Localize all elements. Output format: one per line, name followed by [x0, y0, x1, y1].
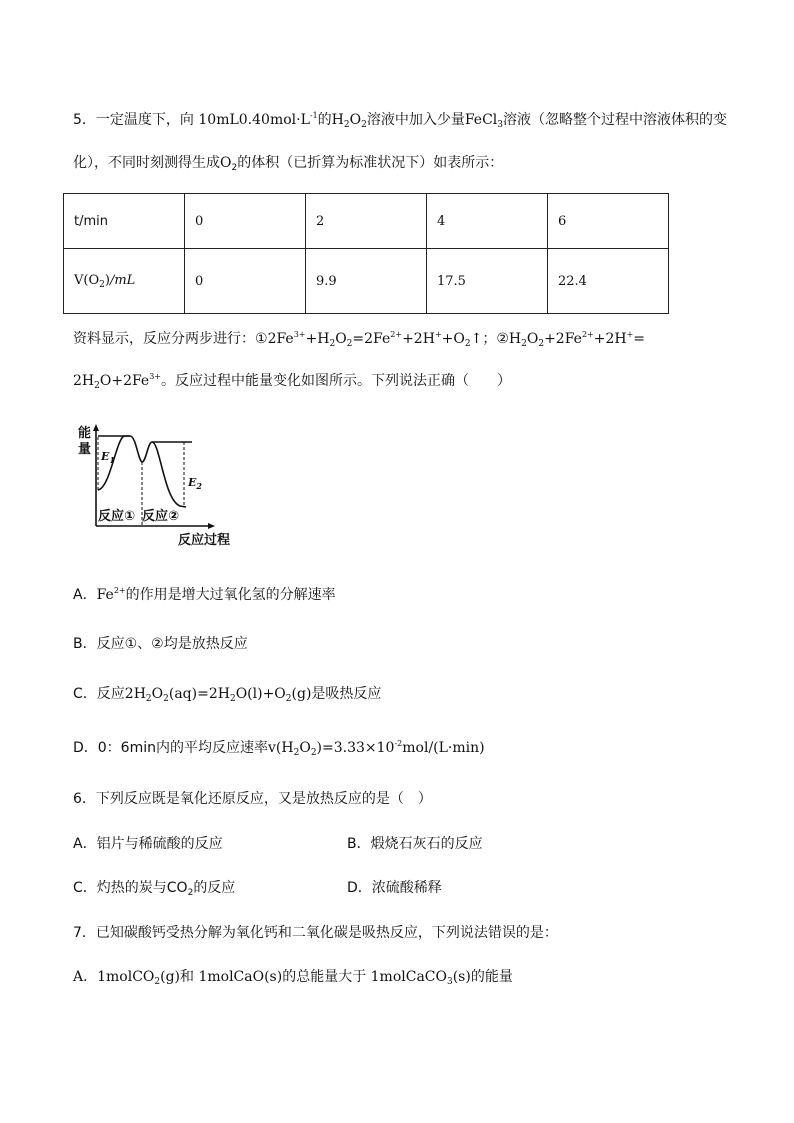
- q7-option-a[interactable]: A．1molCO$_2$(g)和 1molCaO(s)的总能量大于 1molCaCO$_3$(s)的能量: [73, 969, 513, 987]
- table-cell: 17.5: [427, 249, 548, 314]
- table-cell: 9.9: [306, 249, 427, 314]
- q5-option-c[interactable]: C．反应$2H_2O_2(aq)=2H_2O(l)+O_2(g)$是吸热反应: [73, 686, 382, 704]
- table-cell: 6: [548, 194, 669, 249]
- o2-volume-table: [63, 193, 669, 314]
- q5-info-line1: 资料显示，反应分两步进行：$①2Fe^{3+}+H_2O_2=2Fe^{2+}+2H^++O_2↑$；$②H_2O_2+2Fe^{2+}+2H^+=$: [73, 330, 646, 349]
- q6-option-a[interactable]: A．铝片与稀硫酸的反应: [73, 836, 223, 852]
- q5-option-b[interactable]: B．反应①、②均是放热反应: [73, 636, 248, 652]
- energy-diagram: [70, 420, 250, 550]
- table-row-time: [64, 194, 669, 249]
- table-cell: 0: [185, 249, 306, 314]
- table-cell: 4: [427, 194, 548, 249]
- step1-label: 反应①: [98, 509, 136, 524]
- y-axis-label-1: 能: [78, 426, 92, 441]
- e2-label: $E_2$: [188, 476, 202, 491]
- q6-option-b[interactable]: B．煅烧石灰石的反应: [347, 836, 483, 852]
- q5-stem-line2: 化），不同时刻测得生成$O_2$的体积（已折算为标准状况下）如表所示：: [73, 155, 504, 173]
- q5-option-a[interactable]: A．$Fe^{2+}$的作用是增大过氧化氢的分解速率: [73, 586, 336, 603]
- q6-stem: 6．下列反应既是氧化还原反应，又是放热反应的是（ ）: [73, 791, 432, 807]
- table-cell: 22.4: [548, 249, 669, 314]
- table-cell: 0: [185, 194, 306, 249]
- x-axis-label: 反应过程: [178, 533, 231, 548]
- q5-option-d[interactable]: D．0：6min内的平均反应速率$v(H_2O_2)=3.33\times 10^{-2}mol/(L\cdot\min)$: [73, 739, 485, 758]
- q6-option-d[interactable]: D．浓硫酸稀释: [347, 880, 442, 896]
- e1-label: $E_1$: [101, 450, 115, 465]
- q5-stem-line1: 5．一定温度下，向 $10mL0.40mol\cdot L^{-1}$的$H_2O_2$溶液中加入少量FeCl$_3$溶液（忽略整个过程中溶液体积的变: [73, 111, 728, 130]
- table-row-label: $V(O_2)/mL$: [64, 249, 185, 314]
- step2-label: 反应②: [142, 509, 180, 524]
- table-row-volume: [64, 249, 669, 314]
- y-axis-label-2: 量: [78, 442, 92, 457]
- energy-curve: [98, 436, 186, 507]
- q7-stem: 7．已知碳酸钙受热分解为氧化钙和二氧化碳是吸热反应，下列说法错误的是：: [73, 925, 558, 941]
- table-header-label: t/min: [64, 194, 185, 249]
- q5-info-line2: $2H_2O+2Fe^{3+}$。反应过程中能量变化如图所示。下列说法正确（ ）: [73, 372, 512, 391]
- table-cell: 2: [306, 194, 427, 249]
- q6-option-c[interactable]: C．灼热的炭与$CO_2$的反应: [73, 880, 236, 898]
